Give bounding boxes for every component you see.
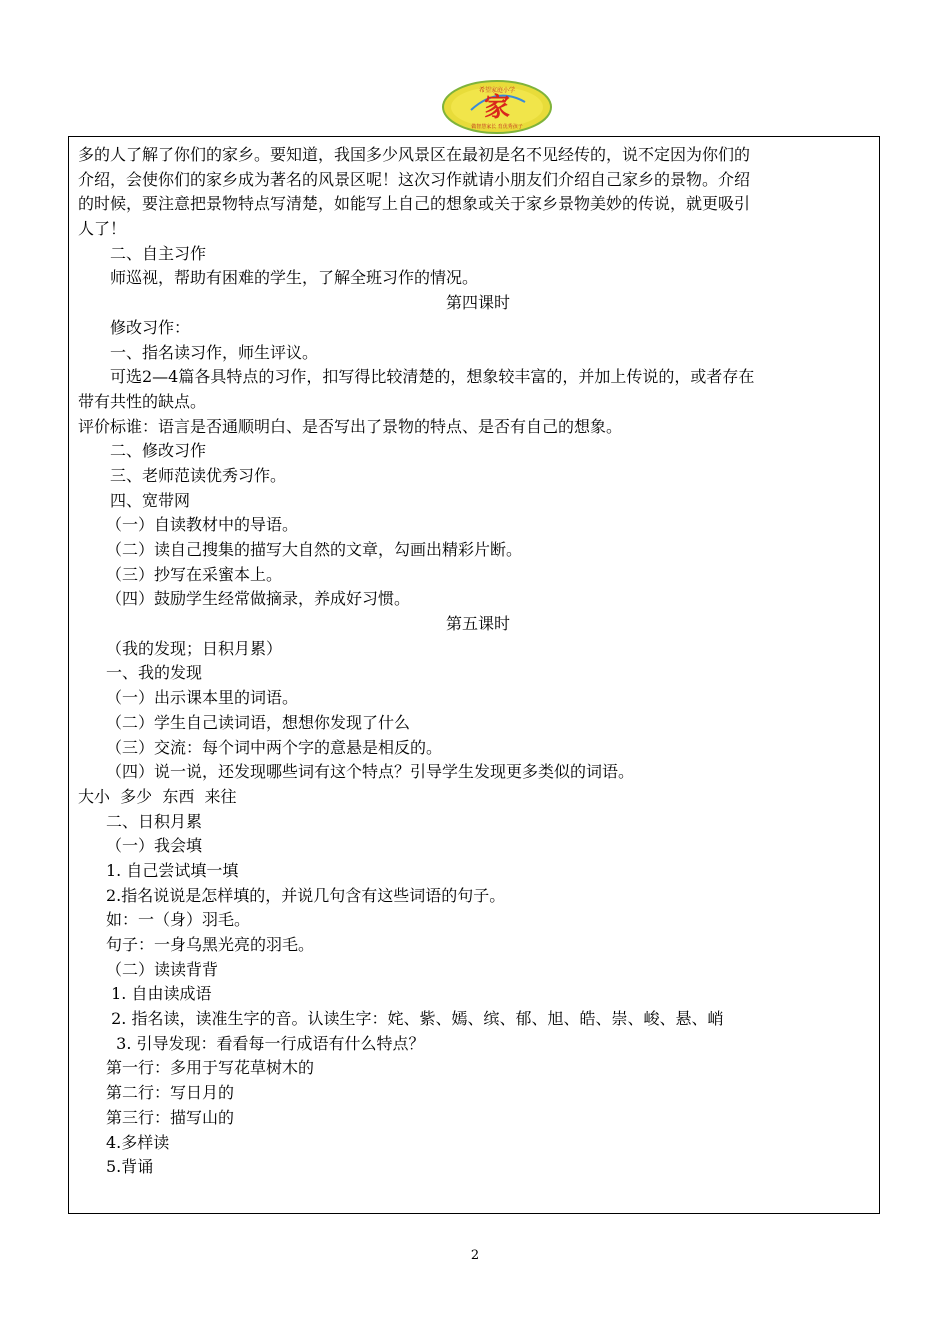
list-item: （三）抄写在采蜜本上。 [106, 564, 283, 584]
list-item: （四）说一说，还发现哪些词有这个特点？引导学生发现更多类似的词语。 [106, 762, 635, 782]
list-item: （一）我会填 [106, 836, 203, 856]
paragraph-line: 如：一（身）羽毛。 [106, 910, 251, 930]
lesson-text [78, 143, 878, 1180]
paragraph-line: 多的人了解了你们的家乡。要知道，我国多少风景区在最初是名不见经传的，说不定因为你们的 [78, 145, 751, 164]
paragraph-line: 师巡视，帮助有困难的学生，了解全班习作的情况。 [110, 268, 479, 288]
lesson-title: 第四课时 [445, 293, 510, 313]
paragraph-line: 的时候，要注意把景物特点写清楚，如能写上自己的想象或关于家乡景物美妙的传说，就更吸引 [78, 194, 751, 214]
paragraph-line: 评价标谁：语言是否通顺明白、是否写出了景物的特点、是否有自己的想象。 [78, 416, 623, 436]
list-item: （二）读读背背 [106, 959, 219, 979]
paragraph-line: 大小 多少 东西 来往 [78, 786, 237, 806]
page-number: 2 [470, 1248, 480, 1263]
section-heading: 三、老师范读优秀习作。 [110, 465, 287, 485]
logo-top-text: 希望家庭小学 [478, 87, 516, 94]
list-item: （四）鼓励学生经常做摘录，养成好习惯。 [106, 589, 411, 609]
list-item: 1. 自由读成语 [106, 984, 212, 1004]
list-item: 5.背诵 [106, 1157, 154, 1177]
list-item: 4.多样读 [106, 1132, 170, 1152]
paragraph-line: 带有共性的缺点。 [78, 391, 207, 411]
section-heading: 一、指名读习作，师生评议。 [110, 342, 319, 362]
paragraph-line: 可选2—4篇各具特点的习作，扣写得比较清楚的，想象较丰富的，并加上传说的，或者存在 [110, 367, 755, 387]
list-item: （一）出示课本里的词语。 [106, 688, 299, 708]
list-item: （二）读自己搜集的描写大自然的文章，勾画出精彩片断。 [106, 540, 523, 559]
paragraph-line: 句子：一身乌黑光亮的羽毛。 [106, 935, 315, 954]
list-item: 3. 引导发现：看看每一行成语有什么特点？ [106, 1033, 425, 1053]
section-heading: 二、修改习作 [110, 441, 207, 461]
paragraph-line: （我的发现；日积月累） [106, 638, 283, 658]
logo-bottom-text: 做智慧家长 育优秀孩子 [471, 124, 523, 130]
list-item: （三）交流：每个词中两个字的意悬是相反的。 [106, 737, 443, 757]
section-heading: 一、我的发现 [106, 663, 203, 683]
list-item: （二）学生自己读词语，想想你发现了什么 [106, 712, 411, 732]
list-item: （一）自读教材中的导语。 [106, 515, 299, 535]
paragraph-line: 第三行：描写山的 [106, 1107, 235, 1127]
section-heading: 二、日积月累 [106, 811, 203, 831]
paragraph-line: 第一行：多用于写花草树木的 [106, 1058, 315, 1078]
section-heading: 修改习作： [110, 317, 191, 337]
lesson-title: 第五课时 [445, 614, 510, 634]
paragraph-line: 人了！ [78, 219, 127, 239]
section-heading: 四、宽带网 [110, 490, 191, 510]
list-item: 1. 自己尝试填一填 [106, 860, 239, 880]
section-heading: 二、自主习作 [110, 243, 207, 263]
list-item: 2. 指名读，读准生字的音。认读生字：姹、紫、嫣、缤、郁、旭、皓、崇、峻、悬、峭 [106, 1009, 724, 1029]
logo-glyph: 家 [483, 93, 511, 123]
list-item: 2.指名说说是怎样填的，并说几句含有这些词语的句子。 [106, 885, 506, 905]
paragraph-line: 第二行：写日月的 [106, 1083, 235, 1103]
school-logo [441, 80, 553, 134]
paragraph-line: 介绍，会使你们的家乡成为著名的风景区呢！这次习作就请小朋友们介绍自己家乡的景物。介绍 [78, 169, 751, 189]
